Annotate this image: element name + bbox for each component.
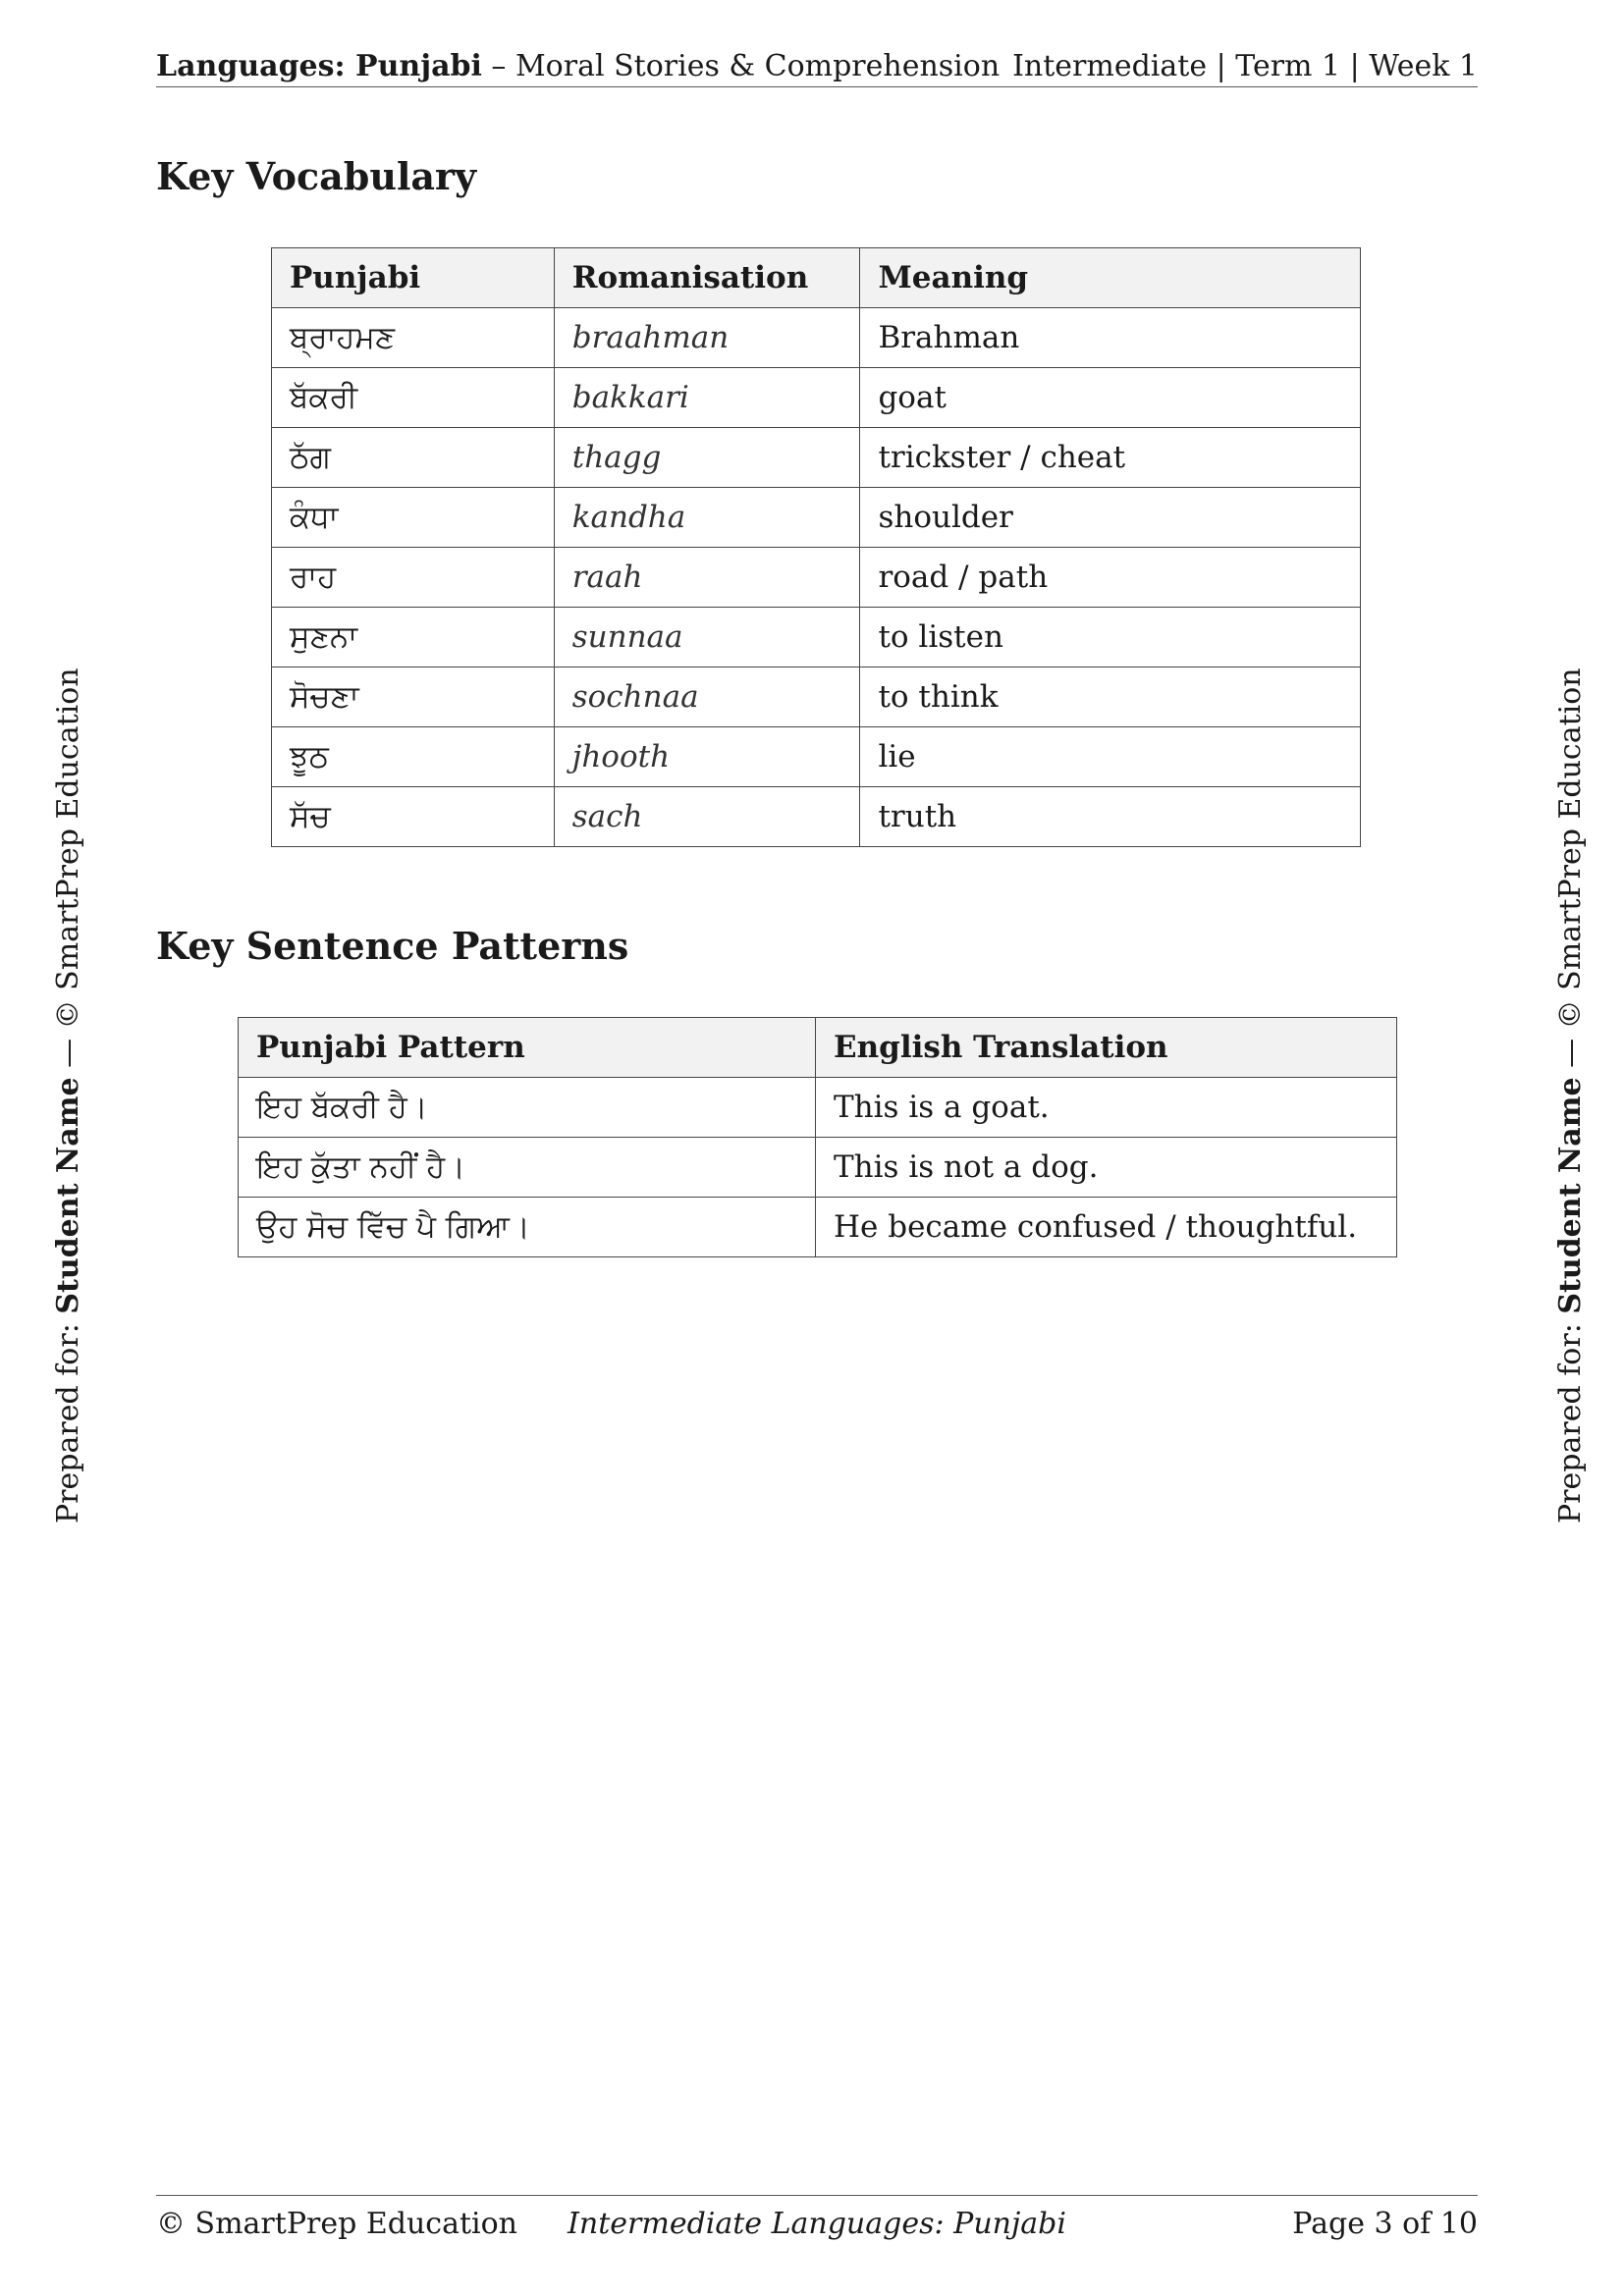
side-student-name: Student Name [51, 1077, 85, 1314]
table-row [272, 308, 1361, 368]
side-suffix: — © SmartPrep Education [51, 667, 85, 1078]
vocabulary-heading: Key Vocabulary [156, 154, 477, 198]
punjabi-word: ਕੰਧਾ [272, 488, 555, 548]
punjabi-word: ਸੁਣਨਾ [272, 608, 555, 667]
meaning: road / path [860, 548, 1361, 608]
column-header: Punjabi [272, 248, 555, 308]
page-number: Page 3 of 10 [1292, 2207, 1478, 2241]
meaning: to think [860, 667, 1361, 727]
meaning: to listen [860, 608, 1361, 667]
table-row [272, 787, 1361, 847]
romanisation: braahman [554, 308, 860, 368]
header-subject-bold: Languages: Punjabi [156, 49, 482, 83]
punjabi-word: ਬ੍ਰਾਹਮਣ [272, 308, 555, 368]
column-header: English Translation [816, 1018, 1397, 1078]
side-prefix: Prepared for: [51, 1313, 85, 1523]
romanisation: raah [554, 548, 860, 608]
punjabi-pattern: ਉਹ ਸੋਚ ਵਿੱਚ ਪੈ ਗਿਆ। [239, 1198, 816, 1257]
punjabi-word: ਰਾਹ [272, 548, 555, 608]
romanisation: kandha [554, 488, 860, 548]
page-footer [156, 2195, 1478, 2245]
column-header: Romanisation [554, 248, 860, 308]
english-translation: This is a goat. [816, 1078, 1397, 1138]
footer-course: Intermediate Languages: Punjabi [568, 2207, 1066, 2241]
romanisation: sach [554, 787, 860, 847]
punjabi-word: ਸੱਚ [272, 787, 555, 847]
table-row [239, 1138, 1397, 1198]
header-level: Intermediate | Term 1 | Week 1 [1012, 49, 1478, 83]
table-row [239, 1198, 1397, 1257]
table-row [272, 428, 1361, 488]
table-row [272, 548, 1361, 608]
side-student-name: Student Name [1553, 1077, 1588, 1314]
table-row [272, 608, 1361, 667]
meaning: Brahman [860, 308, 1361, 368]
punjabi-word: ਝੂਠ [272, 727, 555, 787]
punjabi-word: ਬੱਕਰੀ [272, 368, 555, 428]
table-row [272, 488, 1361, 548]
side-watermark-right [1553, 667, 1588, 1523]
header-subject [156, 47, 1000, 86]
romanisation: thagg [554, 428, 860, 488]
table-row [272, 727, 1361, 787]
meaning: lie [860, 727, 1361, 787]
punjabi-word: ਠੱਗ [272, 428, 555, 488]
meaning: shoulder [860, 488, 1361, 548]
punjabi-pattern: ਇਹ ਕੁੱਤਾ ਨਹੀਂ ਹੈ। [239, 1138, 816, 1198]
meaning: trickster / cheat [860, 428, 1361, 488]
column-header: Meaning [860, 248, 1361, 308]
column-header: Punjabi Pattern [239, 1018, 816, 1078]
patterns-table [238, 1017, 1397, 1257]
table-header-row [239, 1018, 1397, 1078]
punjabi-word: ਸੋਚਣਾ [272, 667, 555, 727]
table-row [272, 368, 1361, 428]
table-row [239, 1078, 1397, 1138]
romanisation: jhooth [554, 727, 860, 787]
meaning: goat [860, 368, 1361, 428]
romanisation: sochnaa [554, 667, 860, 727]
side-prefix: Prepared for: [1553, 1313, 1588, 1523]
side-suffix: — © SmartPrep Education [1553, 667, 1588, 1078]
english-translation: This is not a dog. [816, 1138, 1397, 1198]
meaning: truth [860, 787, 1361, 847]
punjabi-pattern: ਇਹ ਬੱਕਰੀ ਹੈ। [239, 1078, 816, 1138]
side-watermark-left [51, 667, 85, 1523]
table-row [272, 667, 1361, 727]
table-header-row [272, 248, 1361, 308]
patterns-heading: Key Sentence Patterns [156, 924, 629, 968]
header-subject-rest: – Moral Stories & Comprehension [481, 49, 1001, 83]
page-header [156, 47, 1478, 87]
english-translation: He became confused / thoughtful. [816, 1198, 1397, 1257]
romanisation: bakkari [554, 368, 860, 428]
footer-copyright: © SmartPrep Education [156, 2207, 517, 2241]
romanisation: sunnaa [554, 608, 860, 667]
vocabulary-table [271, 247, 1361, 847]
